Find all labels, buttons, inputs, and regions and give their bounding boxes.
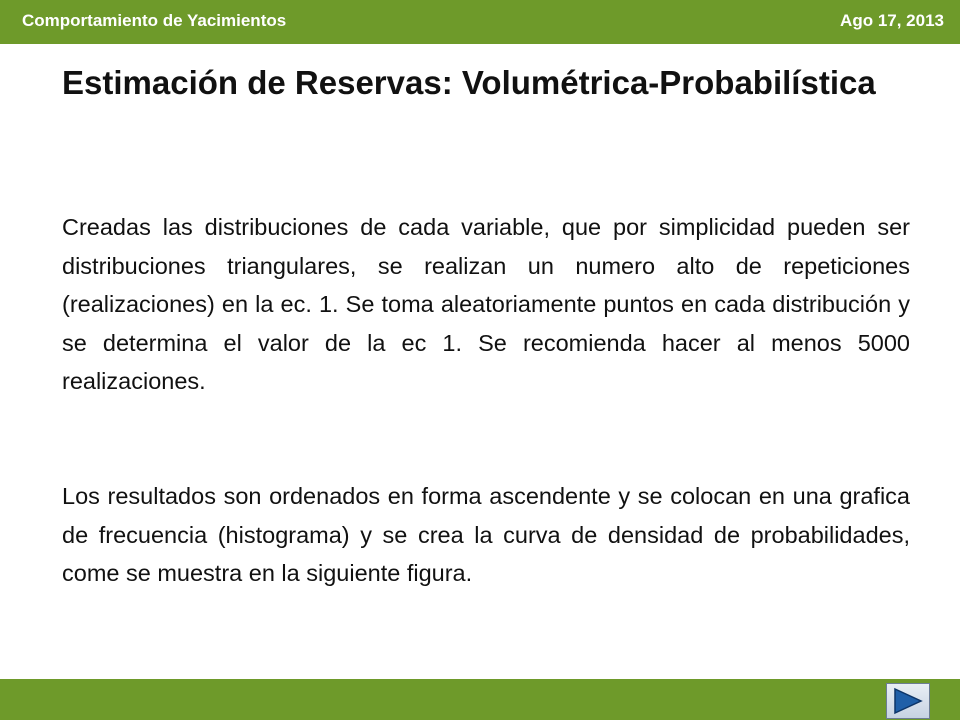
slide-title: Estimación de Reservas: Volumétrica-Probabilística	[62, 64, 876, 101]
paragraph-realizations: Creadas las distribuciones de cada variable, que por simplicidad pueden ser distribuciones triangulares, se realizan un numero alto de repeticiones (realizaciones) en la ec. 1. Se toma aleatoriamente puntos en cada distribución y se determina el valor de la ec 1. Se recomienda hacer al menos 5000 realizaciones.	[62, 214, 910, 394]
paragraph-results: Los resultados son ordenados en forma ascendente y se colocan en una grafica de frecuencia (histograma) y se crea la curva de densidad de probabilidades, come se muestra en la siguiente figura.	[62, 483, 910, 586]
slide-date: Ago 17, 2013	[840, 11, 944, 30]
footer-bar	[0, 679, 960, 720]
play-next-icon	[892, 687, 924, 715]
header-bar	[0, 0, 960, 44]
next-slide-button[interactable]	[886, 683, 930, 719]
course-title: Comportamiento de Yacimientos	[22, 11, 287, 30]
